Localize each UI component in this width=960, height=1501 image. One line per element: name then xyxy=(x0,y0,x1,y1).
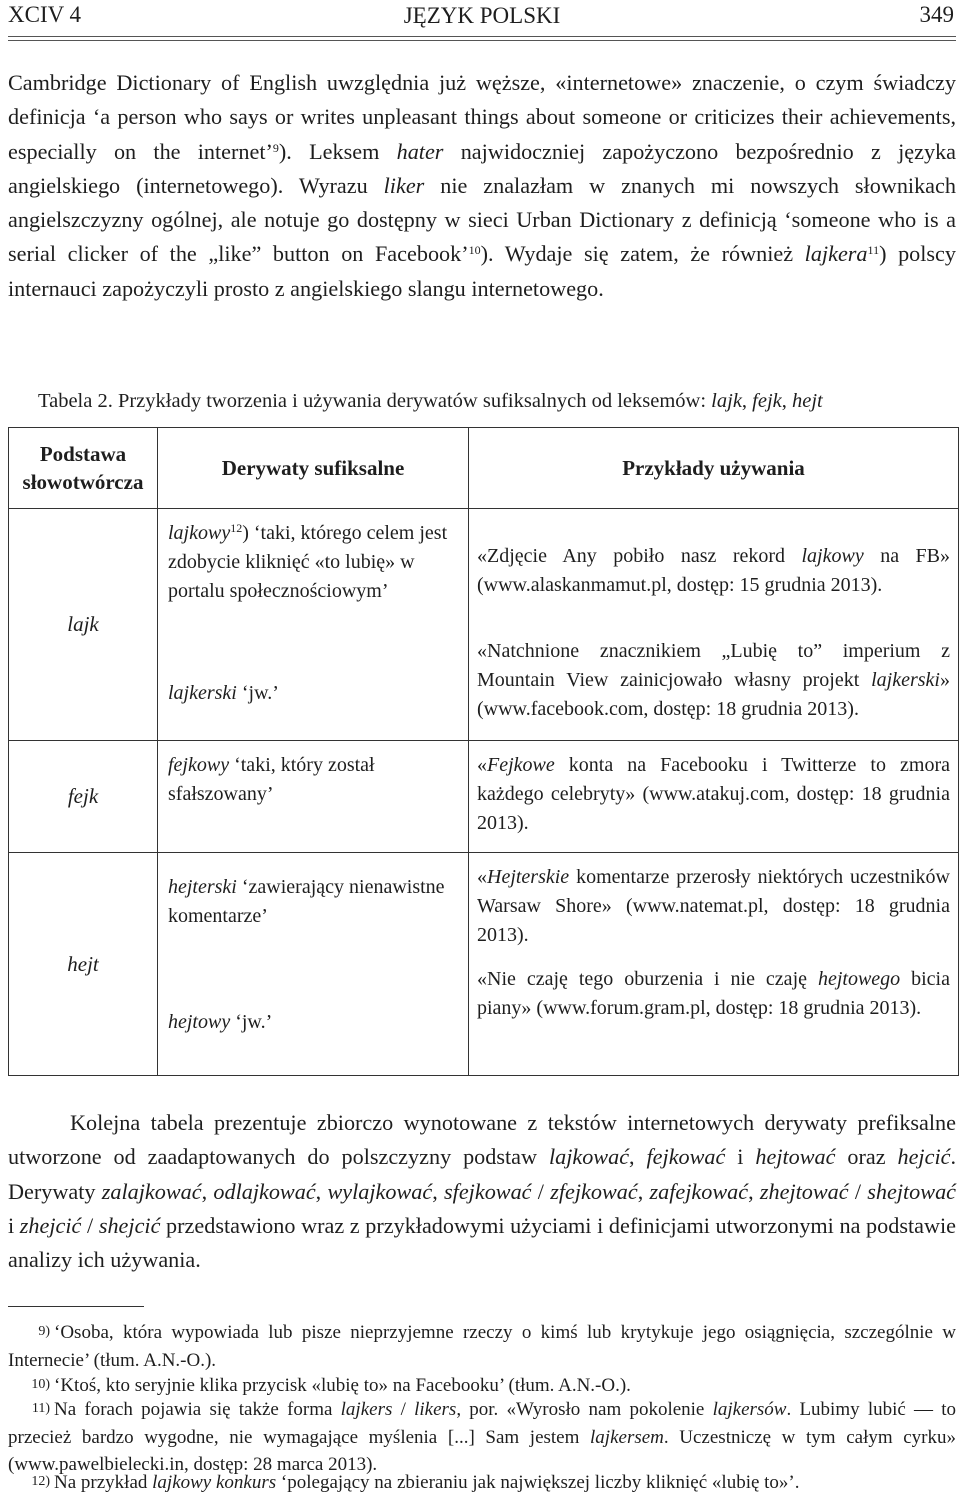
caption-term: lajk xyxy=(711,390,742,412)
derivative-word: hejterski xyxy=(168,876,237,898)
example-cell xyxy=(469,963,959,1076)
derivative-word: lajkowy xyxy=(168,522,231,544)
footnote-text: ‘Ktoś, kto seryjnie klika przycisk «lubię to» na Facebooku’ (tłum. A.N.-O.). xyxy=(54,1375,631,1396)
footnote-term: lajkers xyxy=(340,1399,393,1420)
example-term: lajkerski xyxy=(871,668,940,691)
example-term: Fejkowe xyxy=(487,754,555,776)
italic-term: zalajkować xyxy=(101,1178,202,1204)
text-run: , xyxy=(315,1178,328,1204)
derivative-cell xyxy=(158,853,469,963)
italic-term: fejkować xyxy=(646,1144,726,1170)
footnote-text: , por. «Wyrosło nam pokolenie xyxy=(456,1399,713,1420)
body-paragraph-1 xyxy=(8,66,956,306)
italic-term: sfejkować xyxy=(444,1178,532,1204)
derivative-cell xyxy=(158,633,469,741)
derivative-cell xyxy=(158,509,469,633)
footnote-text: / xyxy=(392,1399,415,1420)
text-run: , xyxy=(432,1178,445,1204)
footnote-term: lajkersem xyxy=(590,1426,664,1448)
header-rule xyxy=(8,36,956,41)
derivative-definition: ‘jw.’ xyxy=(230,1011,273,1034)
derivative-word: fejkowy xyxy=(168,754,230,776)
derivative-cell xyxy=(158,741,469,853)
text-run: , xyxy=(748,1178,760,1204)
footnote-text: Na forach pojawia się także forma xyxy=(54,1399,341,1420)
italic-term: hejcić xyxy=(897,1144,951,1170)
table-caption xyxy=(38,386,958,416)
footnote-ref-10[interactable]: 10 xyxy=(468,243,481,258)
column-header-base: Podstawa słowotwórcza xyxy=(9,428,158,509)
italic-term: shejtować xyxy=(867,1178,957,1204)
footnote-rule xyxy=(8,1306,144,1307)
footnote-term: lajkowy konkurs xyxy=(152,1472,277,1493)
footnote-text: ‘Osoba, która wypowiada lub pisze nieprzyjemne rzeczy o kimś lub krytykuje jego osiągnięcia, szczególnie w Internecie’ (tłum. A.N.-O.). xyxy=(8,1322,956,1371)
italic-term: odlajkować xyxy=(213,1178,316,1204)
italic-term: liker xyxy=(383,172,425,198)
page-number: 349 xyxy=(919,2,954,27)
example-text: komentarze przerosły niektórych uczestników Warsaw Shore» (www.natemat.pl, dostęp: 18 grudnia 2013). xyxy=(477,866,950,946)
text-run: Cambridge Dictionary of English uwzględnia już węższe, «internetowe» znaczenie, o czym świadczy definicja ‘a person who says or writes unpleasant things about someone or criticizes their achievements, especially on the internet’ xyxy=(8,70,956,164)
italic-term: lajkować xyxy=(548,1144,630,1170)
text-run: oraz xyxy=(835,1144,898,1170)
base-word-cell: lajk xyxy=(9,509,158,741)
example-text: « xyxy=(477,866,487,888)
footnote-number-value: 9 xyxy=(38,1324,46,1339)
column-header-examples: Przykłady używania xyxy=(469,428,959,509)
footnote-text: Na przykład xyxy=(54,1472,153,1493)
text-run: nie znalazłam w znanych mi nowszych słownikach angielszczyzny ogólnej, ale notuje go dostępny w sieci Urban Dictionary z definicją ‘someone who is a serial clicker of the „like” button on Facebook’ xyxy=(8,172,956,267)
base-word-cell: hejt xyxy=(9,853,158,1076)
text-run: i xyxy=(8,1212,20,1238)
table-row xyxy=(9,853,959,963)
footnote-9 xyxy=(8,1318,956,1374)
running-header xyxy=(8,0,956,30)
italic-term: zfejkować xyxy=(550,1178,638,1204)
text-run: najwidoczniej zapożyczono bezpośrednio z języka angielskiego (internetowego). Wyrazu xyxy=(8,138,957,198)
footnote-11 xyxy=(8,1395,956,1479)
example-text: «Nie czaję tego oburzenia i nie czaję xyxy=(477,967,818,990)
footnote-12 xyxy=(8,1468,956,1497)
caption-text: Tabela 2. Przykłady tworzenia i używania derywatów sufiksalnych od leksemów: xyxy=(38,390,712,412)
text-run: . Derywaty xyxy=(8,1144,956,1204)
derivatives-table xyxy=(8,427,959,1076)
footnote-term: likers xyxy=(414,1399,457,1420)
table-row xyxy=(9,509,959,633)
italic-term: shejcić xyxy=(98,1212,161,1238)
italic-term: hejtować xyxy=(755,1144,836,1170)
caption-sep: , xyxy=(781,390,793,412)
derivative-definition: ‘jw.’ xyxy=(236,681,279,704)
example-cell xyxy=(469,741,959,853)
example-text: «Zdjęcie Any pobiło nasz rekord xyxy=(477,544,802,567)
footnote-number: 9) xyxy=(38,1324,50,1339)
text-run: / xyxy=(81,1212,99,1238)
text-run: , xyxy=(201,1178,214,1204)
derivative-definition: ‘taki, który został sfałszowany’ xyxy=(168,754,375,805)
example-text: «Natchnione znacznikiem „Lubię to” imperium z Mountain View zainicjowało własny projekt xyxy=(477,639,950,691)
italic-term: wylajkować xyxy=(327,1178,433,1204)
footnote-number-value: 10 xyxy=(31,1377,46,1392)
example-cell xyxy=(469,633,959,741)
italic-term: zhejcić xyxy=(19,1212,82,1238)
italic-term: lajkera xyxy=(804,241,868,267)
table-header-row xyxy=(9,428,959,509)
caption-term: hejt xyxy=(792,390,823,412)
journal-volume: XCIV 4 xyxy=(8,2,82,27)
derivative-cell xyxy=(158,963,469,1076)
footnote-number: 12) xyxy=(31,1474,50,1489)
text-run: i xyxy=(725,1144,756,1170)
body-paragraph-2 xyxy=(8,1106,956,1277)
example-text: « xyxy=(477,754,487,776)
footnote-number-value: 12 xyxy=(31,1474,46,1489)
footnote-text: ‘polegający na zbieraniu jak największej liczby kliknięć «lubię to»’. xyxy=(276,1472,800,1493)
text-run: / xyxy=(531,1178,551,1204)
italic-term: zafejkować xyxy=(649,1178,749,1204)
footnote-text: . Uczestniczę w tym całym cyrku» (www.pawelbielecki.in, dostęp: 28 marca 2013). xyxy=(8,1426,957,1475)
italic-term: hater xyxy=(396,138,444,164)
text-run: / xyxy=(848,1178,868,1204)
caption-term: fejk xyxy=(752,390,782,412)
example-text: bicia piany» (www.forum.gram.pl, dostęp: 18 grudnia 2013). xyxy=(477,967,950,1019)
footnote-ref-11[interactable]: 11 xyxy=(867,243,880,258)
footnote-number: 10) xyxy=(31,1377,50,1392)
footnote-term: lajkersów xyxy=(712,1399,787,1420)
example-cell xyxy=(469,853,959,963)
derivative-definition: ) ‘taki, którego celem jest zdobycie kliknięć «to lubię» w portalu społecznościowym’ xyxy=(168,522,448,602)
derivative-word: lajkerski xyxy=(168,681,237,704)
text-run: ). Leksem xyxy=(278,138,397,164)
footnote-ref-12[interactable]: 12 xyxy=(230,521,243,535)
text-run: , xyxy=(629,1144,647,1170)
text-run: Kolejna tabela prezentuje zbiorczo wynotowane z tekstów internetowych derywaty prefiksalne utworzone od zaadaptowanych do polszczyzny podstaw xyxy=(8,1110,956,1170)
example-text: na FB» (www.alaskanmamut.pl, dostęp: 15 grudnia 2013). xyxy=(477,544,950,596)
running-title: JĘZYK POLSKI xyxy=(403,3,561,28)
italic-term: zhejtować xyxy=(759,1178,849,1204)
derivative-definition: ‘zawierający nienawistne komentarze’ xyxy=(168,876,445,927)
example-term: hejtowego xyxy=(817,967,901,990)
example-text: konta na Facebooku i Twitterze to zmora każdego celebryty» (www.atakuj.com, dostęp: 18 grudnia 2013). xyxy=(477,754,950,834)
table-row xyxy=(9,741,959,853)
column-header-derivatives: Derywaty sufiksalne xyxy=(158,428,469,509)
text-run: przedstawiono wraz z przykładowymi użyciami i definicjami utworzonymi na podstawie analizy ich używania. xyxy=(8,1212,957,1273)
example-text: » (www.facebook.com, dostęp: 18 grudnia 2013). xyxy=(477,668,950,720)
text-run: , xyxy=(637,1178,650,1204)
example-cell xyxy=(469,509,959,633)
example-term: Hejterskie xyxy=(487,866,570,888)
example-term: lajkowy xyxy=(801,544,864,567)
base-word-cell: fejk xyxy=(9,741,158,853)
footnote-ref-9[interactable]: 9 xyxy=(272,140,279,155)
text-run: ). Wydaje się zatem, że również xyxy=(480,241,805,267)
footnote-number: 11) xyxy=(31,1401,50,1416)
caption-sep: , xyxy=(741,390,753,412)
footnote-text: . Lubimy lubić — to przecież bardzo wygodne, nie wymagające myślenia [...] Sam jestem xyxy=(8,1399,957,1448)
footnote-number-value: 11 xyxy=(31,1401,46,1416)
text-run: ) polscy internauci zapożyczyli prosto z angielskiego slangu internetowego. xyxy=(8,241,956,301)
derivative-word: hejtowy xyxy=(168,1011,231,1034)
